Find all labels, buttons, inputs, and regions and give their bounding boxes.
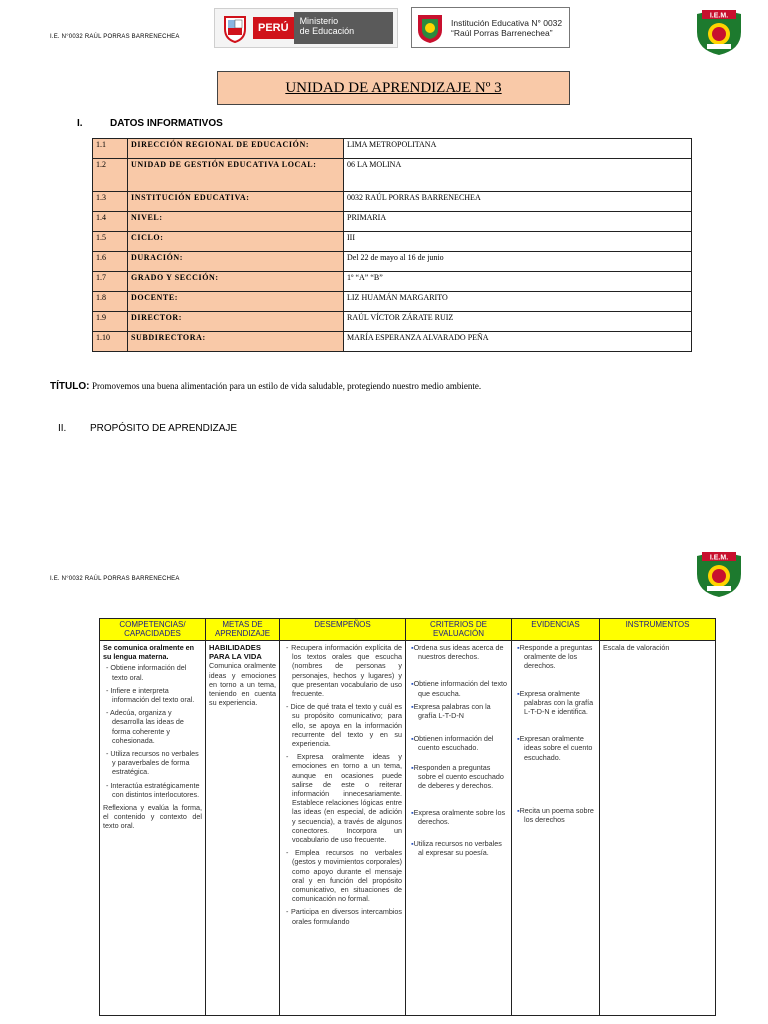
evidencia-item: ▪ Expresa oralmente palabras con la grafía L-T-D-N e identifica. [524, 689, 596, 717]
info-row-value: 1º “A” “B” [344, 272, 692, 292]
info-row [93, 159, 692, 192]
competencia-title: Se comunica oralmente en su lengua materna. [103, 643, 195, 662]
cell-competencias [100, 641, 206, 1016]
criterio-item: ▪ Utiliza recursos no verbales al expresar su poesía. [418, 839, 508, 857]
desempeno-item: - Expresa oralmente ideas y emociones en torno a un tema, aunque en ocasiones puede salirse de este o reiterar información innecesariamente. Establece relaciones lógicas entre las ideas (en especial, de adición y secuencia), a través de algunos conectores. Incorpora un vocabulario de uso frecuente. [292, 752, 402, 844]
criterio-item: ▪ Responden a preguntas sobre el cuento escuchado de deberes y derechos. [418, 763, 508, 791]
info-row [93, 272, 692, 292]
evidencia-item: ▪ Responde a preguntas oralmente de los derechos. [524, 643, 596, 671]
info-row [93, 139, 692, 159]
info-row-number: 1.1 [93, 139, 128, 159]
metas-title: HABILIDADES PARA LA VIDA [209, 643, 262, 662]
header-evidencias: EVIDENCIAS [512, 619, 600, 641]
instrumentos-text: Escala de valoración [603, 643, 670, 652]
criterio-item: ▪ Expresa oralmente sobre los derechos. [418, 808, 508, 826]
desempeno-item: - Recupera información explícita de los textos orales que escucha (nombres de personas y personajes, hechos y lugares) y que presentan vocabulario de uso frecuente. [292, 643, 402, 698]
evidencia-item: ▪ Expresan oralmente ideas sobre el cuento escuchado. [524, 734, 596, 762]
info-row-number: 1.3 [93, 192, 128, 212]
capacidad-item: - Adecúa, organiza y desarrolla las ideas de forma coherente y cohesionada. [112, 708, 202, 745]
cell-instrumentos [600, 641, 716, 1016]
capacidad-item: - Obtiene información del texto oral. [112, 663, 202, 681]
school-logo-line2: “Raúl Porras Barrenechea” [451, 27, 553, 38]
info-row-value: MARÍA ESPERANZA ALVARADO PEÑA [344, 332, 692, 352]
section2-heading: PROPÓSITO DE APRENDIZAJE [90, 423, 238, 434]
info-row-value: Del 22 de mayo al 16 de junio [344, 252, 692, 272]
section1-number: I. [77, 118, 83, 129]
unit-title-box [217, 71, 570, 105]
info-row [93, 312, 692, 332]
school-logo-box [411, 7, 570, 48]
info-row [93, 192, 692, 212]
capacidad-item: - Utiliza recursos no verbales y paraverbales de forma estratégica. [112, 749, 202, 777]
header-competencias: COMPETENCIAS/ CAPACIDADES [100, 619, 206, 641]
info-row-label: SUBDIRECTORA: [128, 332, 344, 352]
minedu-label [294, 12, 393, 44]
capacidad-final: Reflexiona y evalúa la forma, el contenido y contexto del texto oral. [103, 803, 202, 831]
cell-evidencias [512, 641, 600, 1016]
minedu-logo [214, 8, 398, 48]
criterio-item: ▪ Obtiene información del texto que escucha. [418, 679, 508, 697]
titulo-label: TÍTULO: [50, 381, 90, 392]
peru-label: PERÚ [253, 17, 294, 39]
crest-letters-2: I.E.M. [709, 554, 729, 562]
school-crest-icon [694, 548, 744, 598]
info-row-number: 1.2 [93, 159, 128, 192]
info-row-number: 1.6 [93, 252, 128, 272]
info-row-number: 1.5 [93, 232, 128, 252]
info-row [93, 232, 692, 252]
info-row-value: RAÚL VÍCTOR ZÁRATE RUIZ [344, 312, 692, 332]
info-row-label: CICLO: [128, 232, 344, 252]
desempenos-list [283, 643, 402, 926]
info-row-label: INSTITUCIÓN EDUCATIVA: [128, 192, 344, 212]
minedu-line2: de Educación [299, 26, 355, 36]
desempeno-item: - Participa en diversos intercambios orales formulando [292, 907, 402, 925]
school-shield-icon [415, 12, 445, 44]
info-table [92, 138, 692, 352]
school-header-text-2: I.E. N°0032 RAÚL PORRAS BARRENECHEA [50, 576, 180, 582]
evidencia-item: ▪ Recita un poema sobre los derechos [524, 806, 596, 824]
desempeno-item: - Dice de qué trata el texto y cuál es su propósito comunicativo; para ello, se apoya en la información recurrente del texto y en su experiencia. [292, 702, 402, 748]
info-row-label: DIRECTOR: [128, 312, 344, 332]
criterio-item: ▪ Ordena sus ideas acerca de nuestros derechos. [418, 643, 508, 661]
titulo-text: Promovemos una buena alimentación para un estilo de vida saludable, protegiendo nuestro medio ambiente. [91, 381, 482, 391]
desempeno-item: - Emplea recursos no verbales (gestos y movimientos corporales) como apoyo durante el mensaje oral y en función del propósito comunicativo, en situaciones de comunicación no formal. [292, 848, 402, 903]
info-row-label: DIRECCIÓN REGIONAL DE EDUCACIÓN: [128, 139, 344, 159]
info-row [93, 292, 692, 312]
cell-desempenos [280, 641, 406, 1016]
info-row-number: 1.4 [93, 212, 128, 232]
info-row-value: LIMA METROPOLITANA [344, 139, 692, 159]
info-row-number: 1.7 [93, 272, 128, 292]
info-row-label: GRADO Y SECCIÓN: [128, 272, 344, 292]
school-crest-icon [694, 6, 744, 56]
crest-letters: I.E.M. [709, 12, 729, 20]
info-row-value: LIZ HUAMÁN MARGARITO [344, 292, 692, 312]
evidencias-list [515, 643, 596, 824]
capacidad-item: - Interactúa estratégicamente con distintos interlocutores. [112, 781, 202, 799]
criterio-item: ▪ Obtienen información del cuento escuchado. [418, 734, 508, 752]
capacidad-item: - Infiere e interpreta información del texto oral. [112, 686, 202, 704]
info-row [93, 252, 692, 272]
criterio-item: ▪ Expresa palabras con la grafía L-T-D-N [418, 702, 508, 720]
capacidades-list [103, 663, 202, 799]
info-row-label: DOCENTE: [128, 292, 344, 312]
section1-heading: DATOS INFORMATIVOS [110, 118, 223, 129]
criterios-list [409, 643, 508, 857]
info-row-number: 1.9 [93, 312, 128, 332]
section2-number: II. [58, 423, 67, 434]
info-row-label: UNIDAD DE GESTIÓN EDUCATIVA LOCAL: [128, 159, 344, 192]
info-row-label: DURACIÓN: [128, 252, 344, 272]
info-row [93, 212, 692, 232]
unit-title: UNIDAD DE APRENDIZAJE Nº 3 [285, 79, 502, 96]
school-logo-text [451, 18, 562, 38]
header-instrumentos: INSTRUMENTOS [600, 619, 716, 641]
info-row-value: 06 LA MOLINA [344, 159, 692, 192]
minedu-line1: Ministerio [299, 16, 339, 26]
header-criterios: CRITERIOS DE EVALUACIÓN [406, 619, 512, 641]
header-metas: METAS DE APRENDIZAJE [206, 619, 280, 641]
info-row-value: 0032 RAÚL PORRAS BARRENECHEA [344, 192, 692, 212]
info-row-value: PRIMARIA [344, 212, 692, 232]
learning-purpose-table [99, 618, 716, 1016]
info-row-label: NIVEL: [128, 212, 344, 232]
school-logo-line1: Institución Educativa N° 0032 [451, 17, 563, 28]
info-row-value: III [344, 232, 692, 252]
info-row-number: 1.8 [93, 292, 128, 312]
info-row-number: 1.10 [93, 332, 128, 352]
titulo-line [50, 381, 481, 392]
header-desempenos: DESEMPEÑOS [280, 619, 406, 641]
peru-shield-icon [221, 13, 249, 43]
info-row [93, 332, 692, 352]
cell-criterios [406, 641, 512, 1016]
cell-metas [206, 641, 280, 1016]
school-header-text: I.E. N°0032 RAÚL PORRAS BARRENECHEA [50, 34, 180, 40]
metas-text: Comunica oralmente ideas y emociones en torno a un tema, teniendo en cuenta su experiencia. [209, 661, 276, 708]
